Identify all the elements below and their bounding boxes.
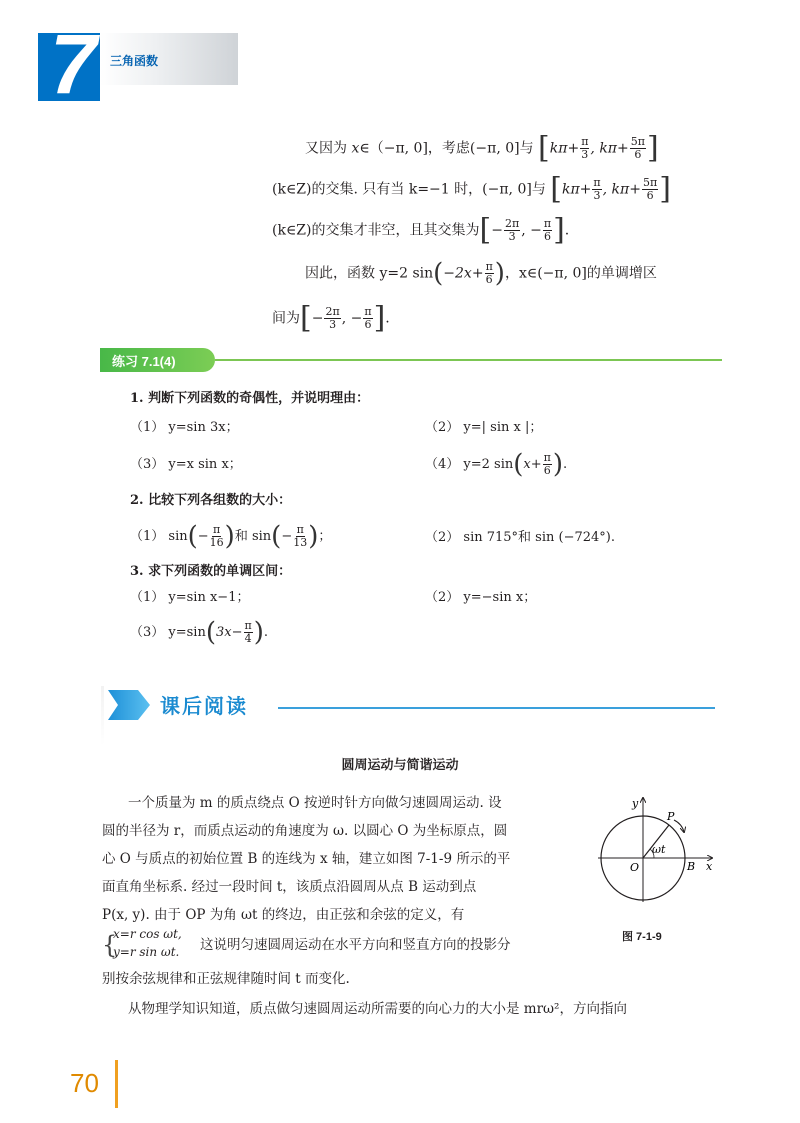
- system-brace: {: [102, 931, 118, 959]
- fraction: [543, 218, 552, 243]
- denominator: 13: [293, 536, 308, 549]
- text: −: [491, 222, 503, 239]
- text: 又因为: [305, 140, 352, 157]
- denominator: 6: [364, 318, 372, 331]
- text: −2x+: [443, 265, 484, 282]
- text: (k∈Z)的交集. 只有当 k=−1 时，(−π, 0]与: [272, 181, 546, 198]
- question-1: 1. 判断下列函数的奇偶性，并说明理由：: [130, 391, 370, 406]
- denominator: 3: [508, 230, 516, 243]
- denominator: 3: [329, 318, 337, 331]
- label-o: O: [630, 861, 640, 874]
- fraction: [630, 136, 646, 161]
- denominator: 4: [244, 632, 252, 645]
- question-1-3: （3） y=x sin x；: [130, 457, 242, 472]
- article-line-2: 圆的半径为 r，而质点运动的角速度为 ω. 以圆心 O 为坐标原点，圆: [102, 823, 508, 839]
- equation-y: y=r sin ωt.: [113, 945, 180, 959]
- fraction: [580, 136, 589, 161]
- article-line-3: 心 O 与质点的初始位置 B 的连线为 x 轴，建立如图 7-1-9 所示的平: [102, 851, 511, 867]
- article-line-4: 面直角坐标系. 经过一段时间 t，该质点沿圆周从点 B 运动到点: [102, 879, 477, 895]
- numerator: π: [244, 619, 252, 632]
- fraction: [592, 177, 601, 202]
- solution-line-2: (k∈Z)的交集. 只有当 k=−1 时，(−π, 0]与 [kπ+ $\frac{\pi}{3}$ , kπ+ $\frac{5\pi}{6}$ ]: [272, 171, 671, 207]
- denominator: 3: [581, 148, 589, 161]
- denominator: 3: [593, 189, 601, 202]
- page-number: 70: [70, 1068, 99, 1098]
- fraction: [210, 524, 224, 549]
- text: 3x−: [216, 625, 243, 640]
- text: −: [281, 529, 293, 544]
- fraction: [543, 452, 552, 477]
- text: , kπ+: [602, 181, 641, 198]
- fraction: [642, 177, 658, 202]
- article-line-8: 从物理学知识知道，质点做匀速圆周运动所需要的向心力的大小是 mrω²，方向指向: [128, 1001, 627, 1017]
- reading-section-title: 课后阅读: [160, 696, 248, 718]
- fraction: [363, 306, 372, 331]
- text: （3） y=sin: [130, 625, 206, 640]
- label-omega-t: ωt: [652, 843, 666, 856]
- text: .: [263, 625, 269, 640]
- denominator: 16: [209, 536, 224, 549]
- article-line-7: 别按余弦规律和正弦规律随时间 t 而变化.: [102, 971, 350, 987]
- text: −: [311, 310, 324, 327]
- text: .: [564, 222, 570, 239]
- numerator: π: [213, 523, 221, 536]
- text: , kπ+: [590, 140, 629, 157]
- text: 间为: [272, 310, 300, 327]
- fraction: [293, 524, 307, 549]
- denominator: 6: [485, 273, 493, 286]
- reading-divider: [278, 707, 715, 709]
- question-3-1: （1） y=sin x−1；: [130, 590, 250, 605]
- numerator: π: [485, 260, 493, 273]
- article-line-5: P(x, y). 由于 OP 为角 ωt 的终边，由正弦和余弦的定义，有: [102, 907, 465, 923]
- chapter-title: 三角函数: [110, 54, 159, 68]
- solution-line-1: 又因为 x∈（−π, 0]，考虑(−π, 0]与 [kπ+ $\frac{\pi}{3}$ , kπ+ $\frac{5\pi}{6}$ ]: [305, 130, 659, 166]
- fraction: [485, 261, 494, 286]
- question-3: 3. 求下列函数的单调区间：: [130, 564, 292, 579]
- solution-line-3: (k∈Z)的交集才非空，且其交集为[− $\frac{2\pi}{3}$ , − $\frac{\pi}{6}$ ].: [272, 212, 570, 248]
- text: ，x∈(−π, 0]的单调增区: [504, 265, 657, 282]
- text: , −: [521, 222, 542, 239]
- question-1-4: （4） y=2 sin(x+ $\frac{\pi}{6}$ ).: [425, 449, 568, 480]
- text: .: [385, 310, 390, 327]
- text: （4） y=2 sin: [425, 457, 514, 472]
- text: 因此，函数 y=2 sin: [305, 265, 434, 282]
- question-3-2: （2） y=−sin x；: [425, 590, 537, 605]
- fraction: [504, 218, 520, 243]
- numerator: π: [543, 451, 551, 464]
- text: kπ+: [562, 181, 592, 198]
- numerator: π: [364, 305, 372, 318]
- question-2-1: （1） sin(− $\frac{\pi}{16}$ )和 sin(− $\frac{\pi}{13}$ )；: [130, 521, 332, 552]
- numerator: 2π: [504, 217, 520, 230]
- numerator: 5π: [630, 135, 645, 148]
- article-title: 圆周运动与简谐运动: [341, 757, 459, 772]
- numerator: π: [581, 135, 589, 148]
- numerator: 2π: [325, 305, 340, 318]
- exercise-divider: [215, 359, 722, 361]
- text: kπ+: [549, 140, 580, 157]
- article-line-1: 一个质量为 m 的质点绕点 O 按逆时针方向做匀速圆周运动. 设: [128, 795, 502, 811]
- denominator: 6: [543, 230, 551, 243]
- equation-x: x=r cos ωt,: [113, 927, 182, 941]
- text: (k∈Z)的交集才非空，且其交集为: [272, 222, 480, 239]
- text: .: [563, 457, 568, 472]
- denominator: 6: [634, 148, 642, 161]
- question-1-1: （1） y=sin 3x；: [130, 420, 239, 435]
- text: x: [351, 140, 360, 157]
- fraction: [244, 620, 253, 645]
- text: ；: [318, 529, 332, 544]
- label-p: P: [667, 810, 675, 823]
- numerator: π: [543, 217, 552, 230]
- label-y: y: [632, 797, 639, 810]
- question-2: 2. 比较下列各组数的大小：: [130, 493, 292, 508]
- equation-system: [113, 925, 182, 961]
- solution-line-4: 因此，函数 y=2 sin(−2x+ $\frac{\pi}{6}$ )，x∈(−π, 0]的单调增区: [305, 258, 657, 289]
- label-x: x: [706, 860, 713, 873]
- page-number-bar: [115, 1060, 118, 1108]
- question-1-2: （2） y=| sin x |；: [425, 420, 543, 435]
- label-b: B: [687, 860, 696, 873]
- text: , −: [341, 310, 363, 327]
- question-2-2: （2） sin 715°和 sin (−724°).: [425, 530, 615, 545]
- denominator: 6: [646, 189, 654, 202]
- article-line-6: 这说明匀速圆周运动在水平方向和竖直方向的投影分: [200, 937, 511, 953]
- exercise-tag-label: 练习 7.1(4): [112, 354, 176, 369]
- figure-7-1-9: [590, 790, 720, 905]
- arrow-icon: [104, 690, 152, 720]
- denominator: 6: [543, 464, 551, 477]
- numerator: π: [593, 176, 601, 189]
- figure-caption: 图 7-1-9: [622, 931, 662, 943]
- fraction: [324, 306, 340, 331]
- rotation-arrow: [674, 820, 684, 832]
- text: （1） sin: [130, 529, 188, 544]
- text: −: [197, 529, 209, 544]
- chapter-number: 7: [50, 17, 97, 111]
- text: 和 sin: [234, 529, 272, 544]
- question-3-3: （3） y=sin(3x− $\frac{\pi}{4}$ ).: [130, 617, 269, 648]
- exercise-tag: [100, 348, 215, 372]
- text: x+: [523, 457, 542, 472]
- numerator: 5π: [642, 176, 658, 189]
- numerator: π: [296, 523, 304, 536]
- solution-line-5: 间为[− $\frac{2\pi}{3}$ , − $\frac{\pi}{6}$ ].: [272, 300, 390, 336]
- text: ∈（−π, 0]，考虑(−π, 0]与: [359, 140, 534, 157]
